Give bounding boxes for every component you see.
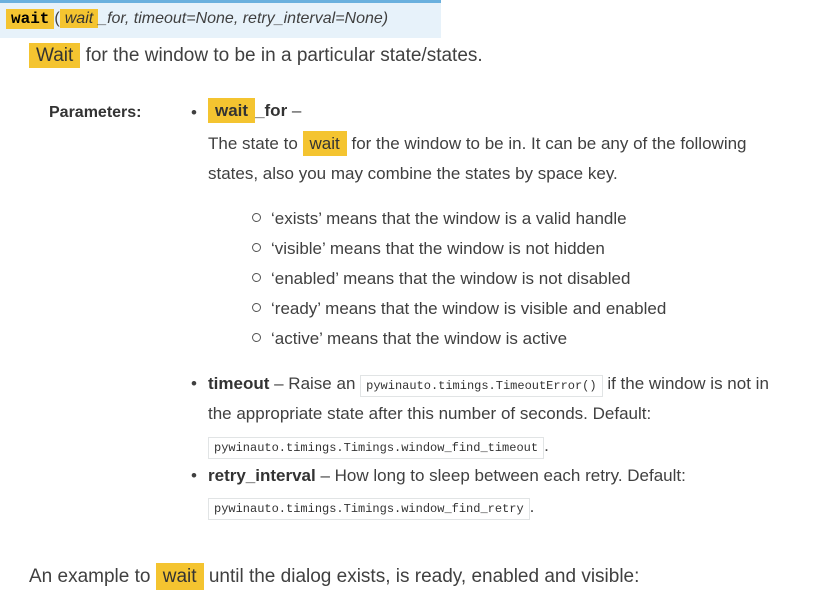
param-wait-for [208, 101, 301, 121]
circle-bullet-icon [252, 303, 261, 312]
state-item [252, 239, 605, 259]
state-text: ‘ready’ means that the window is visible and enabled [271, 299, 667, 318]
param-dash: – [291, 101, 302, 120]
period: . [529, 497, 535, 516]
param-name-highlight: wait [208, 98, 255, 123]
signature-params: _for, timeout=None, retry_interval=None) [98, 10, 389, 27]
param-name: timeout [208, 374, 270, 393]
param-highlight: wait [60, 9, 98, 28]
circle-bullet-icon [252, 333, 261, 342]
retry-default [208, 497, 534, 517]
open-paren: ( [54, 10, 60, 27]
method-name[interactable]: wait [6, 9, 54, 29]
param-text: – How long to sleep between each retry. Default: [320, 466, 686, 485]
desc-text: The state to [208, 134, 298, 153]
bullet-dot: • [191, 103, 197, 122]
state-text: ‘exists’ means that the window is a valid handle [271, 209, 627, 228]
desc-highlight: wait [303, 131, 347, 156]
state-item [252, 329, 567, 349]
timeout-desc-line2: the appropriate state after this number of seconds. Default: [208, 404, 652, 423]
param-retry-interval [208, 466, 686, 486]
desc-text: for the window to be in. It can be any of the following [351, 134, 747, 153]
circle-bullet-icon [252, 273, 261, 282]
state-text: ‘enabled’ means that the window is not disabled [271, 269, 631, 288]
timeout-default [208, 436, 549, 456]
description-text: for the window to be in a particular state/states. [85, 45, 483, 66]
circle-bullet-icon [252, 243, 261, 252]
description-highlight: Wait [29, 43, 80, 68]
example-text: An example to [29, 566, 151, 587]
state-item [252, 269, 630, 289]
wait-for-desc-line1 [208, 134, 747, 154]
state-item [252, 209, 627, 229]
state-text: ‘visible’ means that the window is not hidden [271, 239, 605, 258]
wait-for-desc-line2: states, also you may combine the states by space key. [208, 164, 618, 183]
param-text: – Raise an [274, 374, 356, 393]
code-literal: pywinauto.timings.Timings.window_find_retry [208, 498, 530, 520]
example-highlight: wait [156, 563, 204, 590]
code-literal: pywinauto.timings.Timings.window_find_timeout [208, 437, 544, 459]
param-text: if the window is not in [607, 374, 769, 393]
param-name: retry_interval [208, 466, 316, 485]
method-signature [0, 0, 441, 38]
bullet-dot: • [191, 374, 197, 393]
example-intro [29, 566, 639, 588]
state-item [252, 299, 666, 319]
period: . [544, 436, 549, 455]
bullet-dot: • [191, 466, 197, 485]
state-text: ‘active’ means that the window is active [271, 329, 568, 348]
code-literal: pywinauto.timings.TimeoutError() [360, 375, 602, 397]
example-text: until the dialog exists, is ready, enabled and visible: [208, 566, 640, 587]
parameters-label: Parameters: [49, 104, 142, 121]
param-timeout [208, 374, 769, 394]
param-name-rest: _for [255, 101, 288, 120]
method-description [29, 45, 483, 67]
circle-bullet-icon [252, 213, 261, 222]
